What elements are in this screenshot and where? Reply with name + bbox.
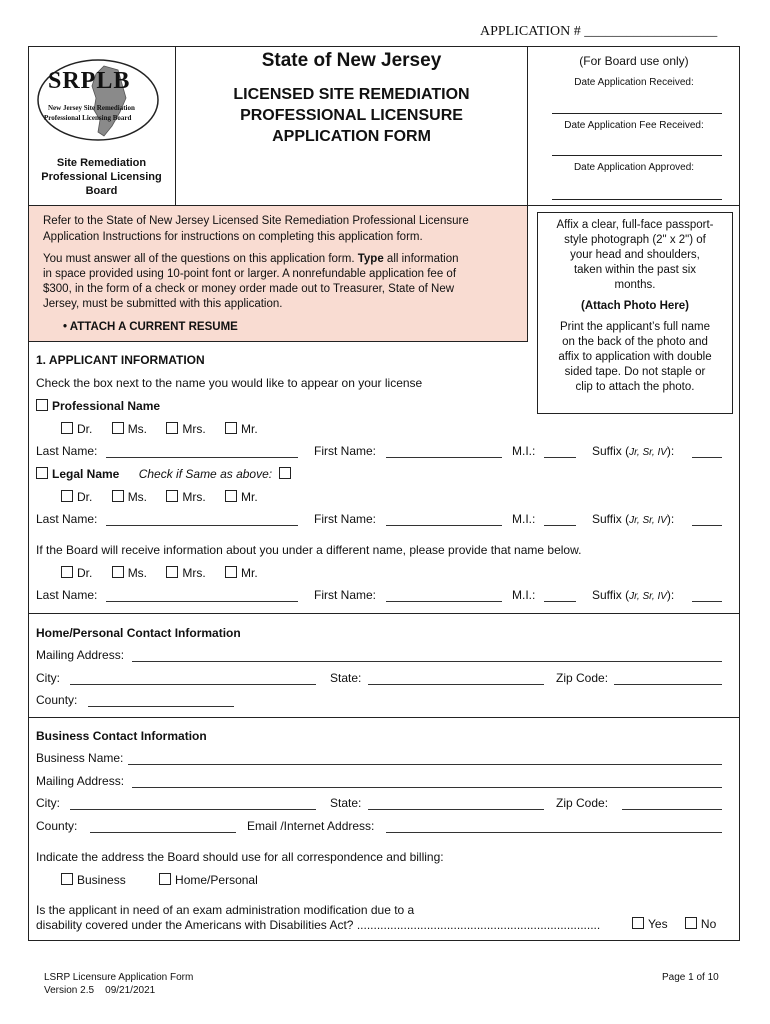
other-suffix-label (592, 588, 674, 602)
business-zip-label: Zip Code: (556, 796, 609, 810)
suffix-c: ): (666, 588, 675, 602)
prof-suffix-label (592, 444, 674, 458)
suffix-b: Jr, Sr, IV (629, 591, 667, 602)
logo-subtitle-1: New Jersey Site Remediation (48, 104, 135, 112)
form-title-3: APPLICATION FORM (272, 128, 431, 145)
instructions-p1-line2: Application Instructions for instructions on completing this application form. (43, 231, 423, 243)
board-name-1: Site Remediation (56, 157, 147, 169)
divider-business (28, 717, 740, 718)
other-first-name-field[interactable] (386, 601, 502, 602)
legal-mi-label: M.I.: (512, 512, 536, 526)
suffix-b: Jr, Sr, IV (629, 515, 667, 526)
disability-no-label: No (700, 917, 717, 931)
disability-yes-label: Yes (648, 917, 668, 931)
legal-first-name-label: First Name: (314, 512, 377, 526)
suffix-a: Suffix ( (592, 444, 630, 458)
suffix-a: Suffix ( (592, 512, 630, 526)
legal-name-label: Legal Name (52, 467, 120, 481)
date-received-label: Date Application Received: (574, 77, 694, 88)
home-address-label: Home/Personal (175, 873, 258, 887)
disability-yes-checkbox[interactable] (632, 917, 644, 929)
instructions-p2-a: You must answer all of the questions on this application form. (43, 253, 358, 265)
business-mailing-row (36, 774, 726, 790)
prof-name-fields (36, 444, 726, 460)
divider-home (28, 613, 740, 614)
home-county-row (36, 693, 726, 709)
instructions-type-emphasis: Type (357, 253, 384, 265)
footer-form-name: LSRP Licensure Application Form (44, 972, 194, 983)
business-state-field[interactable] (368, 809, 544, 810)
home-state-field[interactable] (368, 684, 544, 685)
photo-l3: your head and shoulders, (570, 249, 700, 261)
photo-p2: on the back of the photo and (562, 336, 708, 348)
business-county-row (36, 819, 726, 835)
footer-page-number: Page 1 of 10 (662, 972, 719, 983)
photo-attach-here: (Attach Photo Here) (581, 300, 689, 312)
legal-first-name-field[interactable] (386, 525, 502, 526)
legal-suffix-label (592, 512, 674, 526)
home-mailing-label: Mailing Address: (36, 648, 125, 662)
home-zip-field[interactable] (614, 684, 722, 685)
business-title: Business Contact Information (36, 729, 207, 743)
form-title-1: LICENSED SITE REMEDIATION (233, 86, 470, 103)
other-mr-label: Mr. (241, 566, 258, 580)
legal-mi-field[interactable] (544, 525, 576, 526)
suffix-b: Jr, Sr, IV (629, 447, 667, 458)
legal-last-name-field[interactable] (106, 525, 298, 526)
business-city-field[interactable] (70, 809, 316, 810)
business-mailing-field[interactable] (132, 787, 722, 788)
correspondence-instruction: Indicate the address the Board should use for all correspondence and billing: (36, 850, 444, 864)
photo-l5: months. (614, 279, 656, 291)
business-email-field[interactable] (386, 832, 722, 833)
instructions-p2-line2: in space provided using 10-point font or larger. A nonrefundable application fee of (43, 268, 457, 280)
photo-p5: clip to attach the photo. (575, 381, 695, 393)
suffix-c: ): (666, 512, 675, 526)
business-county-label: County: (36, 819, 78, 833)
correspondence-options (61, 873, 258, 887)
state-title: State of New Jersey (261, 50, 442, 71)
legal-mrs-label: Mrs. (182, 490, 206, 504)
legal-suffix-field[interactable] (692, 525, 722, 526)
application-number: APPLICATION # ___________________ (480, 24, 718, 39)
srplb-logo (34, 54, 164, 150)
legal-titles (61, 490, 258, 504)
other-last-name-field[interactable] (106, 601, 298, 602)
legal-ms-label: Ms. (127, 490, 148, 504)
disability-no-checkbox[interactable] (685, 917, 697, 929)
form-title-2: PROFESSIONAL LICENSURE (240, 107, 463, 124)
photo-l2: style photograph (2" x 2") of (564, 234, 706, 246)
business-email-label: Email /Internet Address: (247, 819, 375, 833)
other-mrs-checkbox[interactable] (166, 566, 178, 578)
photo-p4: sided tape. Do not staple or (564, 366, 706, 378)
home-zip-label: Zip Code: (556, 671, 609, 685)
prof-last-name-field[interactable] (106, 457, 298, 458)
professional-name-checkbox[interactable] (36, 399, 48, 411)
business-county-field[interactable] (90, 832, 236, 833)
other-mi-field[interactable] (544, 601, 576, 602)
prof-first-name-label: First Name: (314, 444, 377, 458)
instructions-p2-c: all information (383, 253, 459, 265)
legal-name-checkbox[interactable] (36, 467, 48, 479)
section1-title: 1. APPLICANT INFORMATION (36, 353, 205, 367)
check-instruction: Check the box next to the name you would like to appear on your license (36, 376, 423, 390)
other-titles (61, 566, 258, 580)
logo-text: SRPLB (48, 68, 131, 94)
business-name-row (36, 751, 726, 767)
business-city-label: City: (36, 796, 60, 810)
other-last-name-label: Last Name: (36, 588, 98, 602)
photo-p3: affix to application with double (558, 351, 712, 363)
other-suffix-field[interactable] (692, 601, 722, 602)
home-title: Home/Personal Contact Information (36, 626, 241, 640)
prof-mrs-label: Mrs. (182, 422, 206, 436)
business-zip-field[interactable] (622, 809, 722, 810)
prof-dr-label: Dr. (77, 422, 93, 436)
home-county-label: County: (36, 693, 78, 707)
disability-question-2: disability covered under the Americans with Disabilities Act? ......................................................................... (36, 918, 601, 932)
prof-ms-checkbox[interactable] (112, 422, 124, 434)
prof-suffix-field[interactable] (692, 457, 722, 458)
home-county-field[interactable] (88, 706, 234, 707)
other-ms-checkbox[interactable] (112, 566, 124, 578)
home-state-label: State: (330, 671, 362, 685)
other-ms-label: Ms. (127, 566, 148, 580)
prof-first-name-field[interactable] (386, 457, 502, 458)
attach-resume-bullet: • ATTACH A CURRENT RESUME (63, 321, 238, 333)
home-address-checkbox[interactable] (159, 873, 171, 885)
prof-mr-checkbox[interactable] (225, 422, 237, 434)
prof-dr-checkbox[interactable] (61, 422, 73, 434)
business-address-label: Business (77, 873, 126, 887)
legal-name-fields (36, 512, 726, 528)
prof-mr-label: Mr. (241, 422, 258, 436)
legal-mr-checkbox[interactable] (225, 490, 237, 502)
same-as-above-label: Check if Same as above: (138, 467, 273, 481)
date-approved-label: Date Application Approved: (573, 162, 695, 173)
instructions-p2-line1 (43, 253, 459, 265)
photo-p1: Print the applicant’s full name (559, 321, 710, 333)
prof-last-name-label: Last Name: (36, 444, 98, 458)
disability-question-1: Is the applicant in need of an exam administration modification due to a (36, 903, 415, 917)
instructions-p2-line3: $300, in the form of a check or money order made out to Treasurer, State of New (43, 283, 455, 295)
prof-mi-field[interactable] (544, 457, 576, 458)
date-fee-label: Date Application Fee Received: (564, 120, 704, 131)
other-mi-label: M.I.: (512, 588, 536, 602)
home-mailing-row (36, 648, 726, 664)
instructions-p1-line1: Refer to the State of New Jersey Licensed Site Remediation Professional Licensure (43, 215, 469, 227)
prof-titles (61, 422, 258, 436)
disability-answers (632, 917, 716, 931)
different-name-instruction: If the Board will receive information about you under a different name, please provide that name below. (36, 543, 582, 557)
other-mrs-label: Mrs. (182, 566, 206, 580)
home-city-row (36, 671, 726, 687)
legal-dr-checkbox[interactable] (61, 490, 73, 502)
legal-mrs-checkbox[interactable] (166, 490, 178, 502)
legal-dr-label: Dr. (77, 490, 93, 504)
other-dr-label: Dr. (77, 566, 93, 580)
other-mr-checkbox[interactable] (225, 566, 237, 578)
same-as-above-checkbox[interactable] (279, 467, 291, 479)
home-city-field[interactable] (70, 684, 316, 685)
home-mailing-field[interactable] (132, 661, 722, 662)
other-name-fields (36, 588, 726, 604)
logo-subtitle-2: Professional Licensing Board (44, 114, 132, 122)
board-name-2: Professional Licensing (41, 171, 162, 183)
legal-ms-checkbox[interactable] (112, 490, 124, 502)
date-approved-line[interactable] (552, 199, 722, 200)
footer-version: Version 2.5 09/21/2021 (44, 985, 156, 996)
date-fee-line[interactable] (552, 155, 722, 156)
professional-name-row (36, 399, 160, 413)
prof-ms-label: Ms. (127, 422, 148, 436)
business-state-label: State: (330, 796, 362, 810)
business-address-checkbox[interactable] (61, 873, 73, 885)
board-use-label: (For Board use only) (579, 54, 689, 68)
business-mailing-label: Mailing Address: (36, 774, 125, 788)
legal-name-row (36, 467, 295, 481)
legal-mr-label: Mr. (241, 490, 258, 504)
legal-last-name-label: Last Name: (36, 512, 98, 526)
prof-mrs-checkbox[interactable] (166, 422, 178, 434)
other-first-name-label: First Name: (314, 588, 377, 602)
suffix-a: Suffix ( (592, 588, 630, 602)
other-dr-checkbox[interactable] (61, 566, 73, 578)
photo-l4: taken within the past six (573, 264, 697, 276)
date-received-line[interactable] (552, 113, 722, 114)
suffix-c: ): (666, 444, 675, 458)
prof-mi-label: M.I.: (512, 444, 536, 458)
instructions-p2-line4: Jersey, must be submitted with this application. (43, 298, 283, 310)
photo-l1: Affix a clear, full-face passport- (556, 219, 714, 231)
professional-name-label: Professional Name (52, 399, 161, 413)
board-name-3: Board (85, 185, 118, 197)
business-name-field[interactable] (128, 764, 722, 765)
home-city-label: City: (36, 671, 60, 685)
business-city-row (36, 796, 726, 812)
business-name-label: Business Name: (36, 751, 124, 765)
